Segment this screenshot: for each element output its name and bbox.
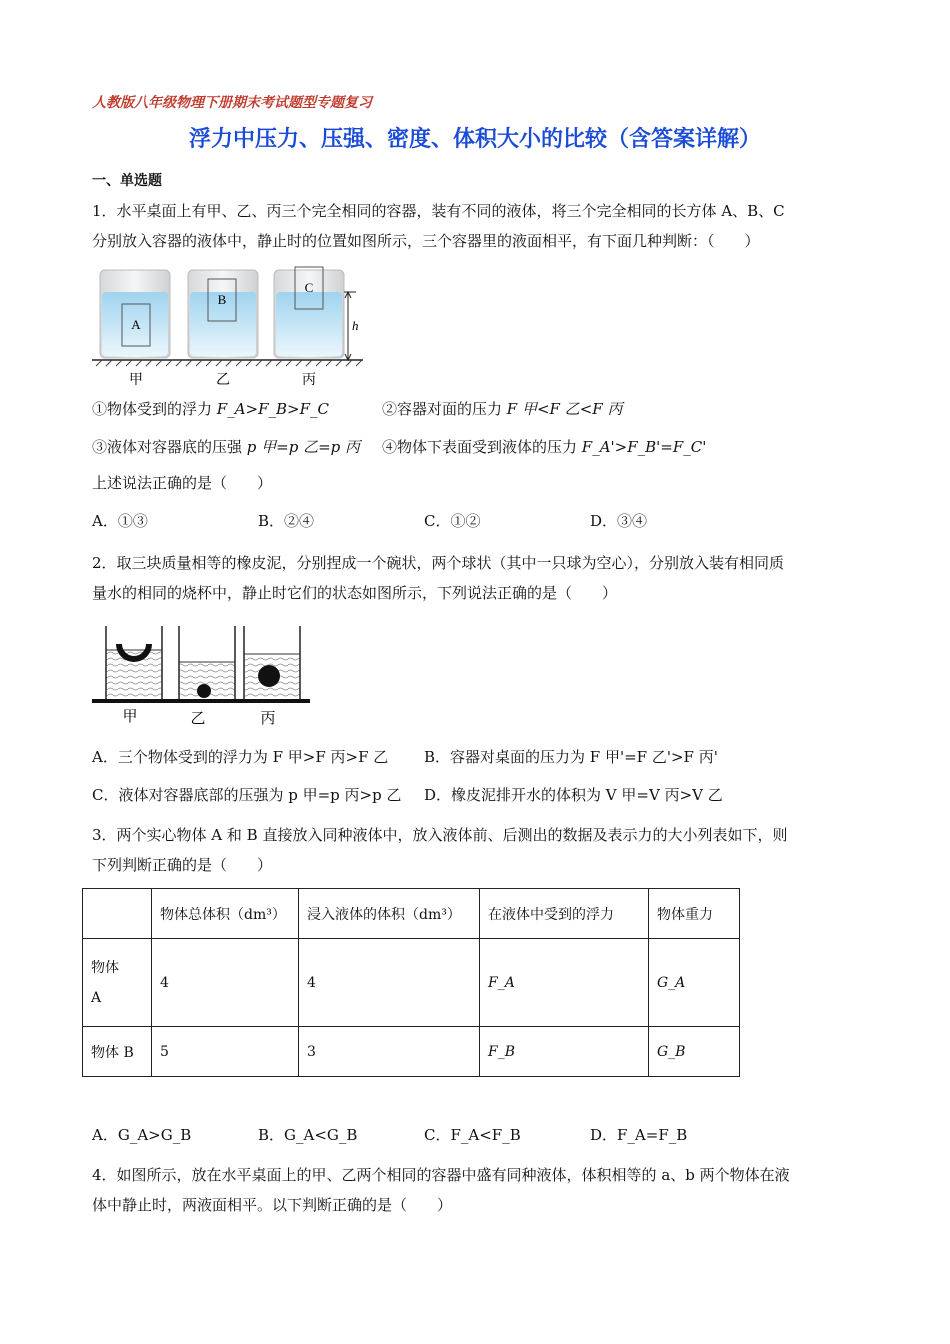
hollow-ball	[258, 665, 280, 687]
q2-stem-line2: 量水的相同的烧杯中，静止时它们的状态如图所示，下列说法正确的是（ ）	[92, 584, 618, 602]
q1-question: 上述说法正确的是（ ）	[92, 474, 273, 492]
header-weight: 物体重力	[649, 889, 740, 939]
q1-statement-1: ①物体受到的浮力 F_A>F_B>F_C	[92, 400, 329, 418]
q1-stem	[92, 196, 862, 256]
height-label: h	[352, 318, 359, 333]
q1-s2-expr: F 甲<F 乙<F 丙	[506, 400, 623, 418]
block-b-label: B	[217, 292, 227, 307]
row-b-name: 物体 B	[83, 1027, 152, 1077]
q1-s1-expr: F_A>F_B>F_C	[216, 400, 329, 418]
q3-stem-line1: 3．两个实心物体 A 和 B 直接放入同种液体中，放入液体前、后测出的数据及表示力的大小列表如下，则	[92, 826, 788, 844]
q3-option-c[interactable]: C．F_A<F_B	[424, 1126, 521, 1144]
container-bing	[274, 267, 344, 358]
q1-s3-expr: p 甲=p 乙=p 丙	[246, 438, 361, 456]
q1-option-b[interactable]: B．②④	[258, 512, 315, 530]
header-buoyancy: 在液体中受到的浮力	[480, 889, 649, 939]
block-c-label: C	[304, 280, 314, 295]
q2-option-c[interactable]: C．液体对容器底部的压强为 p 甲=p 丙>p 乙	[92, 786, 402, 804]
subtitle: 人教版八年级物理下册期末考试题型专题复习	[92, 95, 372, 111]
q3-stem-line2: 下列判断正确的是（ ）	[92, 856, 273, 874]
row-a-name: 物体 A	[83, 939, 152, 1027]
label-yi: 乙	[216, 372, 230, 388]
label-jia: 甲	[129, 372, 143, 388]
table-row: 物体 B 5 3 F_B G_B	[83, 1027, 740, 1077]
header-immersed-volume: 浸入液体的体积（dm³）	[299, 889, 480, 939]
q2-option-d[interactable]: D．橡皮泥排开水的体积为 V 甲=V 丙>V 乙	[424, 786, 723, 804]
container-yi	[188, 270, 258, 358]
table-row: 物体 A 4 4 F_A G_A	[83, 939, 740, 1027]
q4-stem	[92, 1160, 862, 1220]
q3-option-a[interactable]: A．G_A>G_B	[92, 1126, 192, 1144]
container-jia	[100, 270, 170, 358]
label-jia: 甲	[122, 707, 138, 725]
beaker-jia	[106, 626, 162, 700]
q2-stem-line1: 2．取三块质量相等的橡皮泥，分别捏成一个碗状，两个球状（其中一只球为空心），分别放入装有相同质	[92, 554, 785, 572]
q1-option-a[interactable]: A．①③	[92, 512, 148, 530]
label-bing: 丙	[302, 372, 316, 388]
solid-ball	[197, 684, 211, 698]
q1-stem-line2: 分别放入容器的液体中，静止时的位置如图所示，三个容器里的液面相平，有下面几种判断：（ ）	[92, 232, 760, 250]
block-a-label: A	[131, 317, 141, 332]
table-header-row	[83, 889, 740, 939]
q2-figure	[88, 620, 313, 730]
header-total-volume: 物体总体积（dm³）	[152, 889, 299, 939]
q1-s4-expr: F_A'>F_B'=F_C'	[581, 438, 707, 456]
label-bing: 丙	[260, 709, 276, 727]
q1-stem-line1: 1．水平桌面上有甲、乙、丙三个完全相同的容器，装有不同的液体，将三个完全相同的长方体 A、B、C	[92, 202, 785, 220]
section-heading: 一、单选题	[92, 173, 162, 189]
q3-stem	[92, 820, 862, 880]
page-title: 浮力中压力、压强、密度、体积大小的比较（含答案详解）	[188, 127, 761, 152]
beaker-yi	[179, 626, 235, 700]
q1-figure	[88, 262, 378, 392]
q4-stem-line2: 体中静止时，两液面相平。以下判断正确的是（ ）	[92, 1196, 453, 1214]
q4-stem-line1: 4．如图所示，放在水平桌面上的甲、乙两个相同的容器中盛有同种液体，体积相等的 a、b 两个物体在液	[92, 1166, 790, 1184]
q3-data-table	[82, 888, 740, 1077]
label-yi: 乙	[190, 709, 206, 727]
q1-statement-2: ②容器对面的压力 F 甲<F 乙<F 丙	[382, 400, 623, 418]
q1-statement-4: ④物体下表面受到液体的压力 F_A'>F_B'=F_C'	[382, 438, 707, 456]
q1-option-c[interactable]: C．①②	[424, 512, 481, 530]
q3-option-d[interactable]: D．F_A=F_B	[590, 1126, 688, 1144]
q2-stem	[92, 548, 862, 608]
q2-option-a[interactable]: A．三个物体受到的浮力为 F 甲>F 丙>F 乙	[92, 748, 389, 766]
q2-option-b[interactable]: B．容器对桌面的压力为 F 甲'=F 乙'>F 丙'	[424, 748, 718, 766]
beaker-bing	[244, 626, 300, 700]
q1-option-d[interactable]: D．③④	[590, 512, 648, 530]
q3-option-b[interactable]: B．G_A<G_B	[258, 1126, 358, 1144]
q1-statement-3: ③液体对容器底的压强 p 甲=p 乙=p 丙	[92, 438, 361, 456]
